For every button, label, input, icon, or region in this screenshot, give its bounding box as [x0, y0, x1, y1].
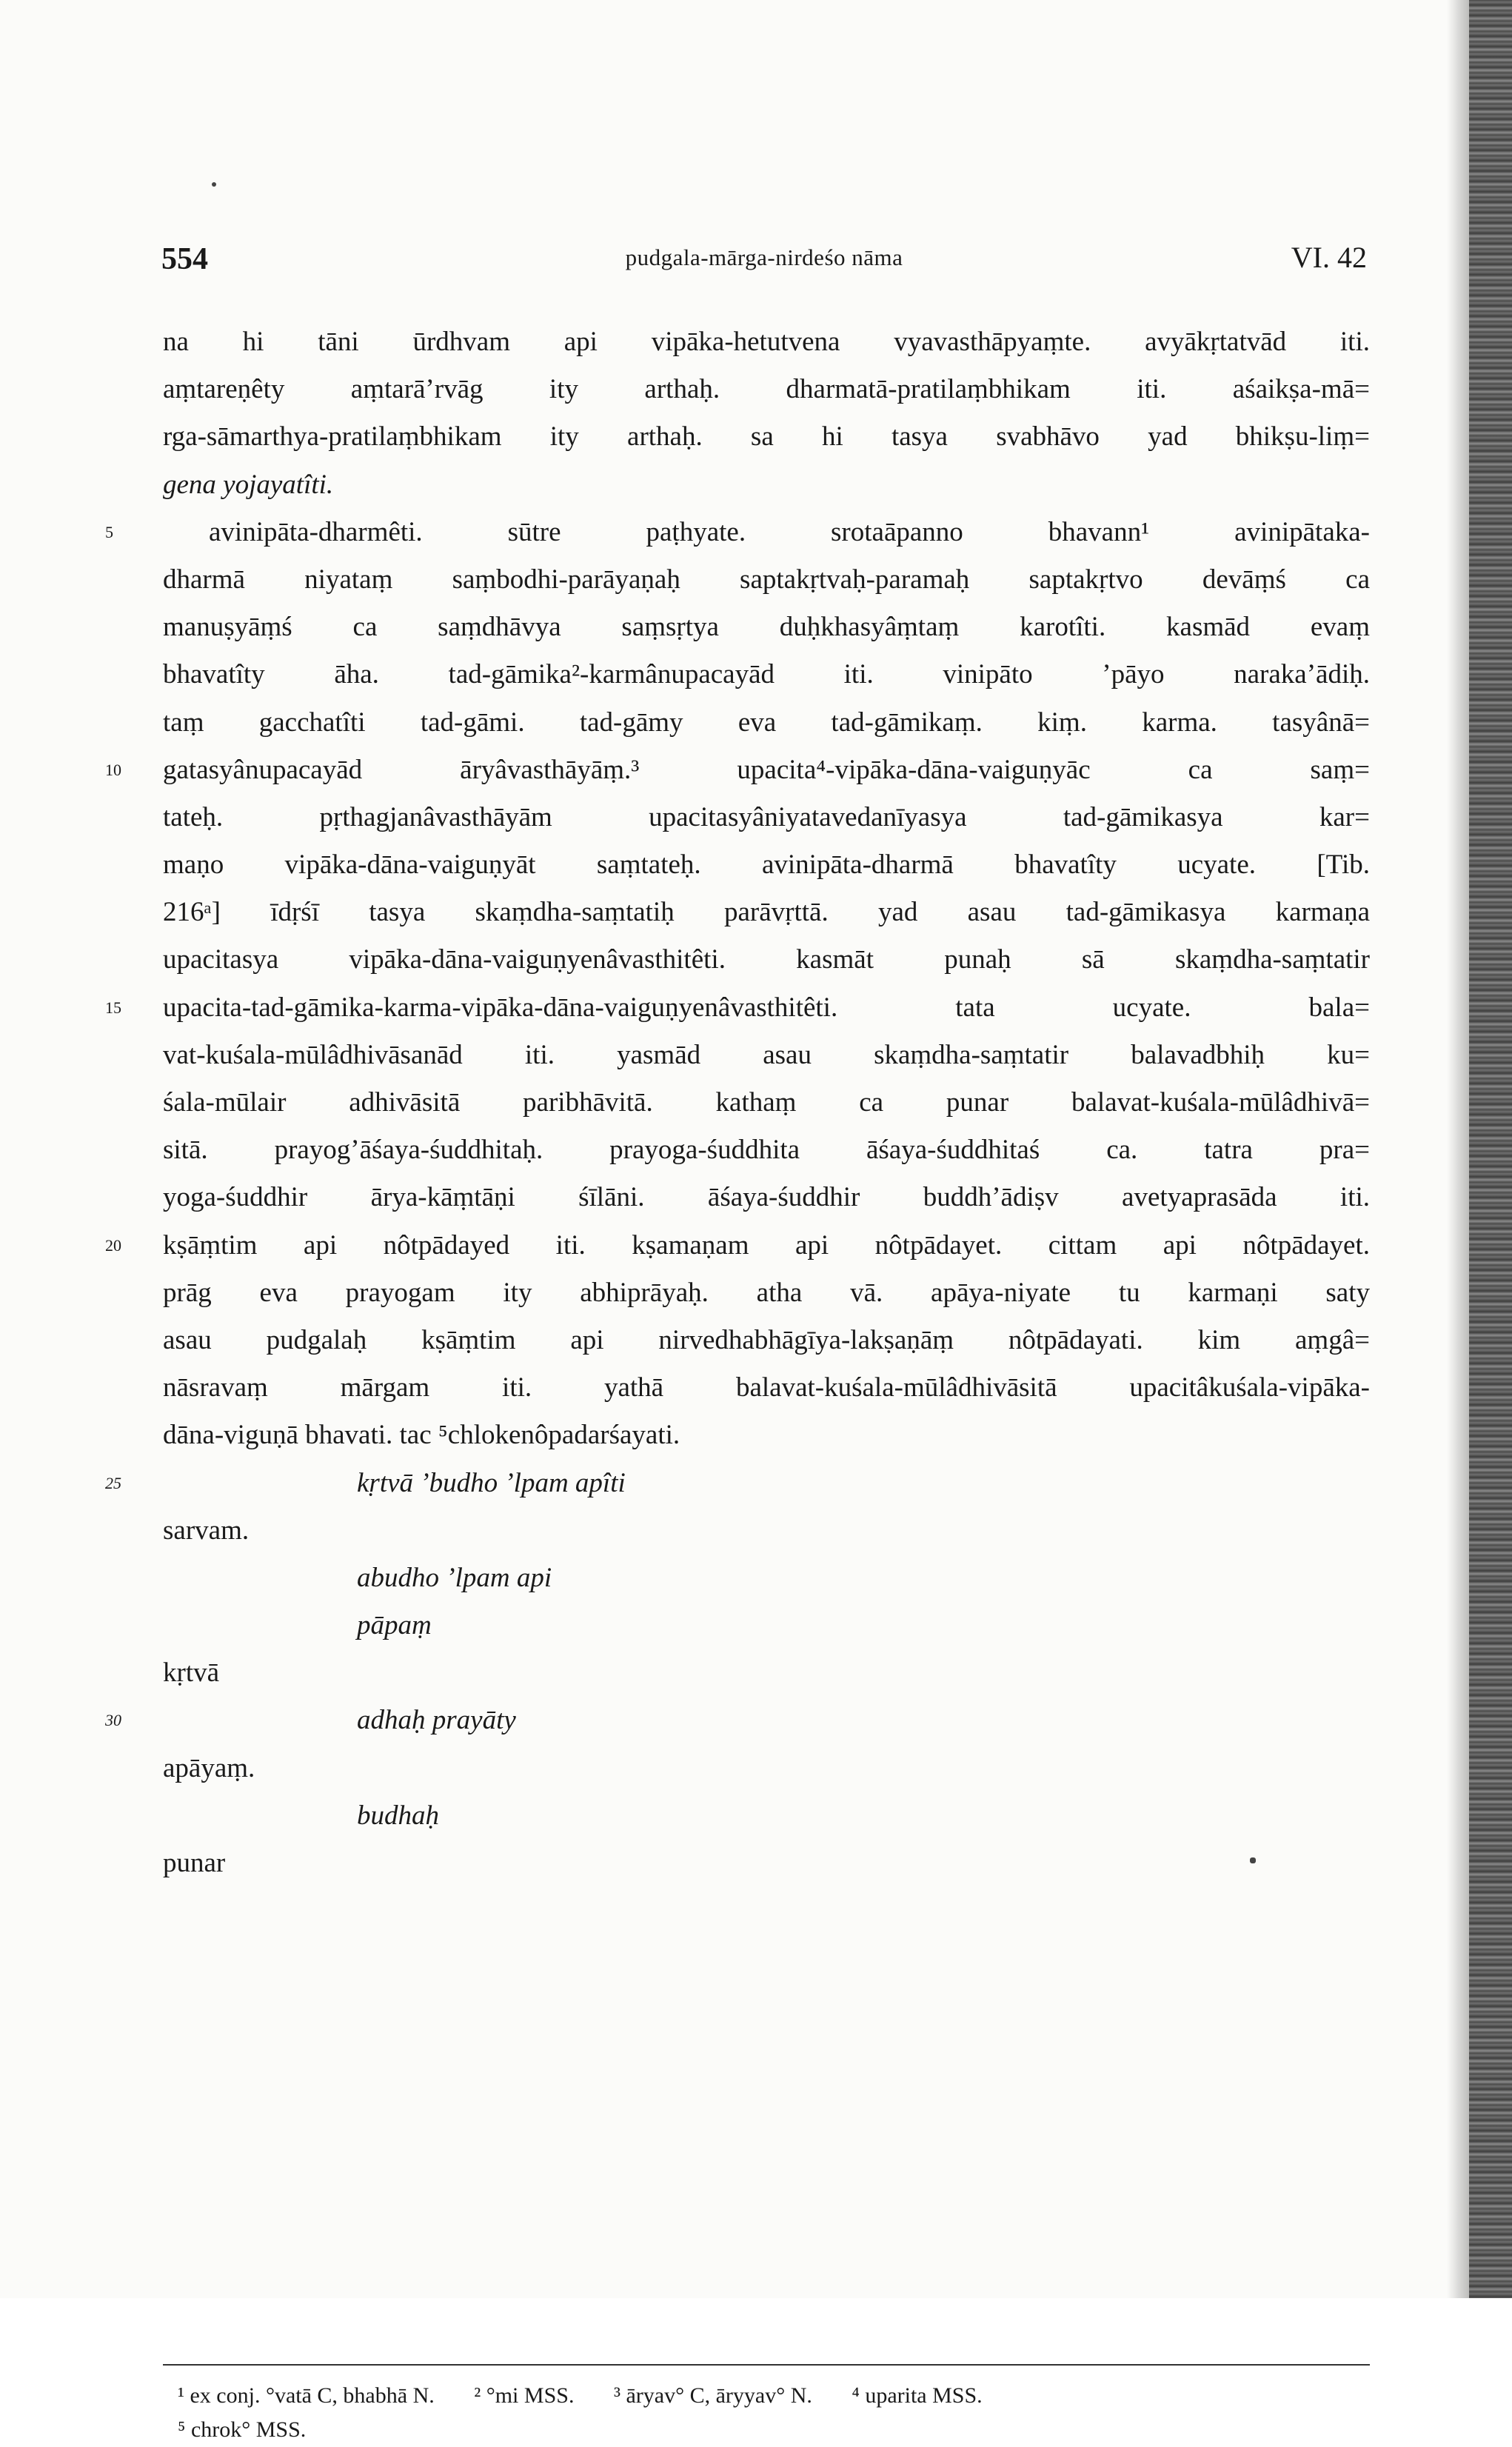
text-line: 5 avinipāta-dharmêti. sūtre paṭhyate. srotaāpanno bhavann¹ avinipātaka- — [163, 509, 1370, 556]
text-line: vat-kuśala-mūlâdhivāsanād iti. yasmād asau skaṃdha-saṃtatir balavadbhiḥ ku= — [163, 1039, 1370, 1070]
text-line: dāna-viguṇā bhavati. tac ⁵chlokenôpadarśayati. — [163, 1420, 680, 1451]
text-line: gena yojayatîti. — [163, 469, 334, 500]
book-spine-shadow — [1469, 0, 1512, 2298]
body-text — [105, 318, 1370, 1887]
text-line: 10 gatasyânupacayād āryâvasthāyāṃ.³ upacita⁴-vipāka-dāna-vaiguṇyāc ca saṃ= — [163, 747, 1370, 794]
footnote-1: ¹ ex conj. °vatā C, bhabhā N. — [178, 2383, 435, 2408]
text-line: 20 kṣāṃtim api nôtpādayed iti. kṣamaṇam api nôtpādayet. cittam api nôtpādayet. — [163, 1222, 1370, 1269]
verse-line: pāpaṃ — [357, 1610, 432, 1641]
text-line: tateḥ. pṛthagjanâvasthāyām upacitasyâniyatavedanīyasya tad-gāmikasya kar= — [163, 801, 1370, 832]
running-title: pudgala-mārga-nirdeśo nāma — [625, 244, 903, 270]
verse-line: abudho ’lpam api — [357, 1562, 552, 1593]
footnote-3: ³ āryav° C, āryyav° N. — [613, 2383, 812, 2408]
verse-line: punar — [163, 1848, 226, 1878]
text-line: upacitasya vipāka-dāna-vaiguṇyenâvasthitêti. kasmāt punaḥ sā skaṃdha-saṃtatir — [163, 944, 1370, 975]
text-line: yoga-śuddhir ārya-kāṃtāṇi śīlāni. āśaya-śuddhir buddh’ādiṣv avetyaprasāda iti. — [163, 1182, 1370, 1213]
text-line: manuṣyāṃś ca saṃdhāvya saṃsṛtya duḥkhasyâṃtaṃ karotîti. kasmād evaṃ — [163, 612, 1370, 643]
page-edge-fade — [1447, 0, 1469, 2298]
running-head — [161, 236, 1367, 280]
line-number: 5 — [105, 522, 113, 541]
text-line: dharmā niyataṃ saṃbodhi-parāyaṇaḥ saptakṛtvaḥ-paramaḥ saptakṛtvo devāṃś ca — [163, 564, 1370, 595]
line-number: 25 — [105, 1473, 121, 1492]
page-number: 554 — [161, 242, 208, 276]
text-line: nāsravaṃ mārgam iti. yathā balavat-kuśala-mūlâdhivāsitā upacitâkuśala-vipāka- — [163, 1372, 1370, 1403]
text-line: śala-mūlair adhivāsitā paribhāvitā. kathaṃ ca punar balavat-kuśala-mūlâdhivā= — [163, 1087, 1370, 1118]
speck — [212, 182, 216, 187]
verse-line: sarvam. — [163, 1515, 250, 1546]
footnote-2: ² °mi MSS. — [474, 2383, 575, 2408]
verse-line: 25 kṛtvā ’budho ’lpam apîti — [163, 1460, 1370, 1507]
line-number: 10 — [105, 760, 121, 779]
text-line: taṃ gacchatîti tad-gāmi. tad-gāmy eva tad-gāmikaṃ. kiṃ. karma. tasyânā= — [163, 707, 1370, 738]
text-line: maṇo vipāka-dāna-vaiguṇyāt saṃtateḥ. avinipāta-dharmā bhavatîty ucyate. [Tib. — [163, 849, 1370, 881]
text-line: na hi tāni ūrdhvam api vipāka-hetutvena vyavasthāpyaṃte. avyākṛtatvād iti. — [163, 327, 1370, 357]
text-line: bhavatîty āha. tad-gāmika²-karmânupacayād iti. vinipāto ’pāyo naraka’ādiḥ. — [163, 659, 1370, 690]
text-line: aṃtareṇêty aṃtarā’rvāg ity arthaḥ. dharmatā-pratilaṃbhikam iti. aśaikṣa-mā= — [163, 374, 1370, 405]
text-line: 15 upacita-tad-gāmika-karma-vipāka-dāna-vaiguṇyenâvasthitêti. tata ucyate. bala= — [163, 984, 1370, 1032]
footnote-line — [178, 2379, 1377, 2413]
line-number: 20 — [105, 1235, 121, 1255]
text-line: prāg eva prayogam ity abhiprāyaḥ. atha vā. apāya-niyate tu karmaṇi saty — [163, 1277, 1370, 1308]
verse-line: 30 adhaḥ prayāty — [163, 1697, 1370, 1744]
footnotes — [178, 2379, 1377, 2447]
section-reference: VI. 42 — [1291, 241, 1367, 274]
text-line: asau pudgalaḥ kṣāṃtim api nirvedhabhāgīya-lakṣaṇāṃ nôtpādayati. kim aṃgâ= — [163, 1324, 1370, 1355]
text-line: 216ᵃ] īdṛśī tasya skaṃdha-saṃtatiḥ parāvṛttā. yad asau tad-gāmikasya karmaṇa — [163, 897, 1370, 928]
line-number: 30 — [105, 1711, 121, 1730]
footnote-line — [178, 2413, 1377, 2447]
text-line: rga-sāmarthya-pratilaṃbhikam ity arthaḥ. sa hi tasya svabhāvo yad bhikṣu-liṃ= — [163, 421, 1370, 453]
footnote-rule — [163, 2364, 1370, 2366]
verse-line: apāyaṃ. — [163, 1752, 255, 1783]
text-line: sitā. prayog’āśaya-śuddhitaḥ. prayoga-śuddhita āśaya-śuddhitaś ca. tatra pra= — [163, 1135, 1370, 1166]
footnote-5: ⁵ chrok° MSS. — [178, 2417, 307, 2442]
verse-line: kṛtvā — [163, 1658, 220, 1689]
verse-line: budhaḥ — [357, 1800, 439, 1831]
footnote-4: ⁴ uparita MSS. — [852, 2383, 983, 2408]
line-number: 15 — [105, 998, 121, 1017]
